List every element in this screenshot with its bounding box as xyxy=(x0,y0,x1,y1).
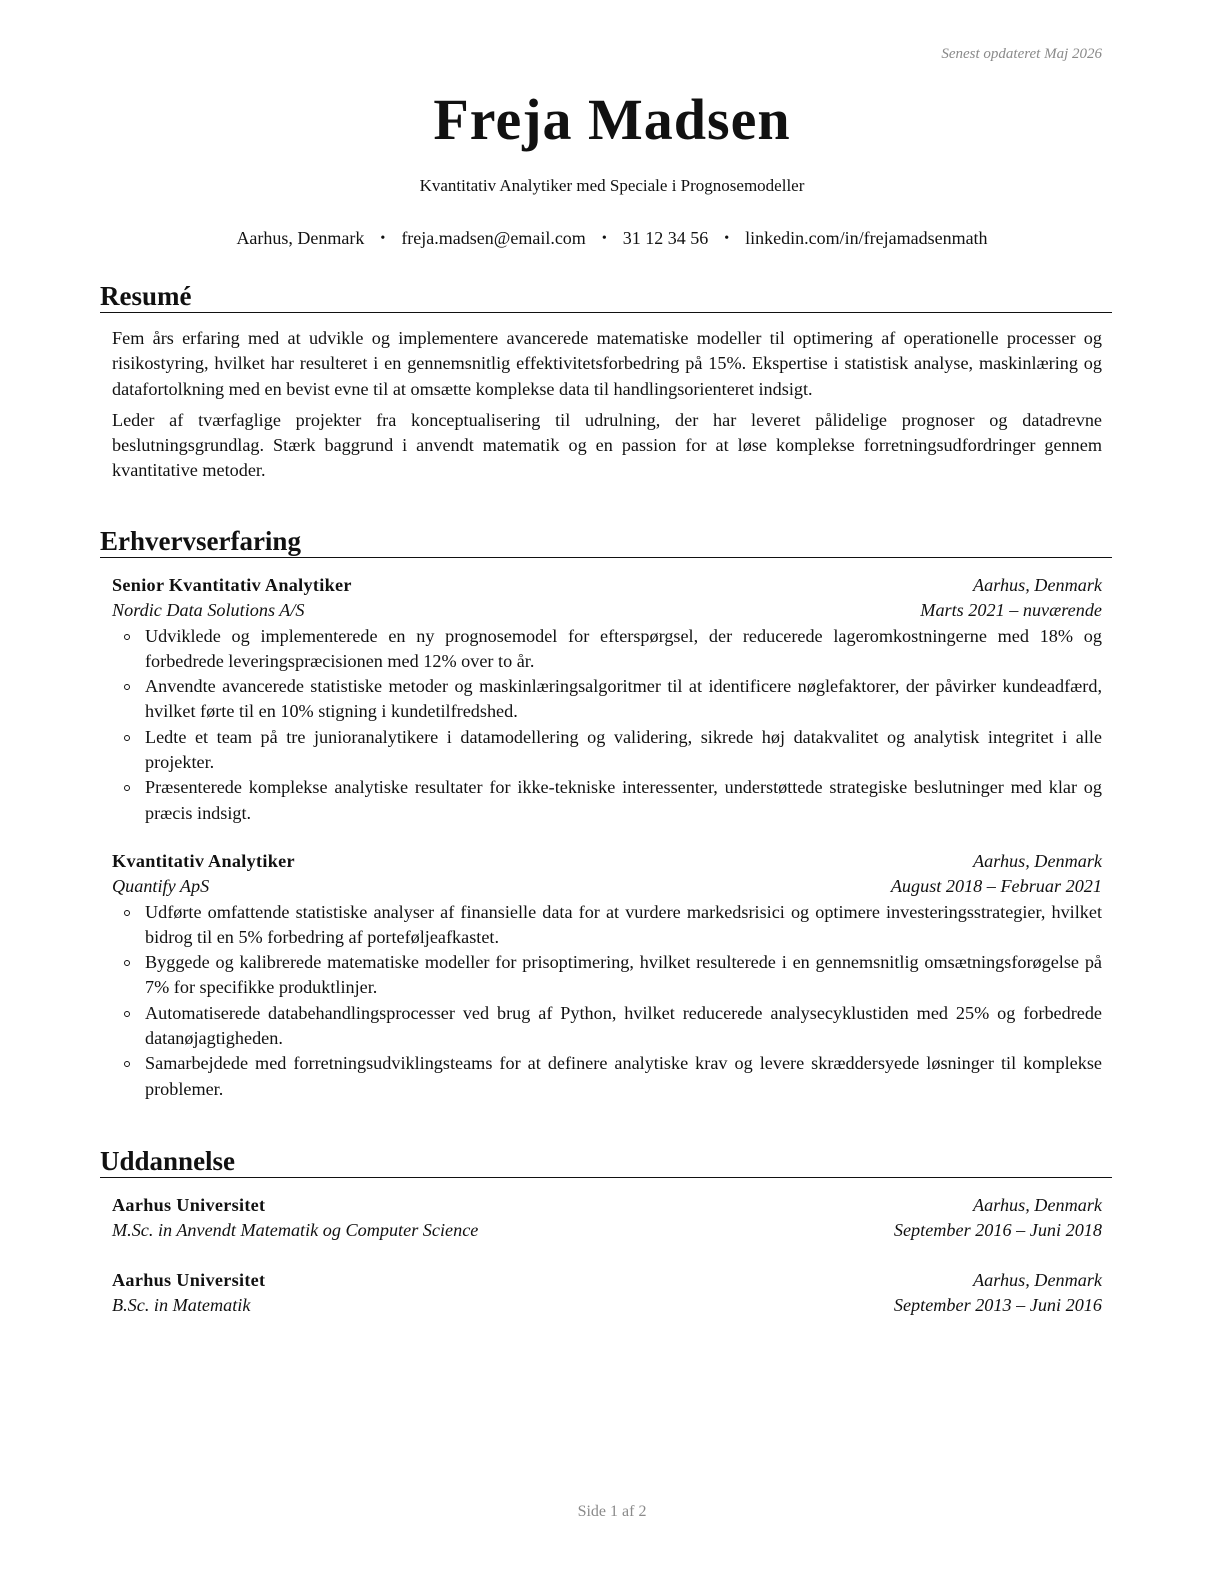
education-header-row xyxy=(112,1193,1102,1218)
summary-paragraph: Leder af tværfaglige projekter fra konceptualisering til udrulning, der har leveret pålidelige prognoser og datadrevne beslutningsgrundlag. Stærk baggrund i anvendt matematik og en passion for at løse komplekse forretningsudfordringer gennem kvantitative metoder. xyxy=(112,409,1102,481)
job-subheader-row xyxy=(112,598,1102,623)
list-item: Udførte omfattende statistiske analyser af finansielle data for at vurdere markedsrisici og optimere investeringsstrategier, hvilket bidrog til en 5% forbedring af porteføljeafkastet. xyxy=(112,900,1102,951)
job-location: Aarhus, Denmark xyxy=(973,575,1102,595)
job-company: Quantify ApS xyxy=(112,876,210,897)
education-entry xyxy=(112,1193,1102,1244)
contact-phone[interactable]: 31 12 34 56 xyxy=(622,228,709,248)
summary-body xyxy=(112,326,1102,484)
job-location: Aarhus, Denmark xyxy=(973,850,1102,871)
bullet-separator-icon: • xyxy=(601,230,607,246)
list-item: Automatiserede databehandlingsprocesser ved brug af Python, hvilket reducerede analysecyklustiden med 25% og forbedrede datanøjagtigheden. xyxy=(112,1001,1102,1052)
education-subheader-row xyxy=(112,1293,1102,1318)
section-title-summary: Resumé xyxy=(100,280,1112,313)
education-degree: B.Sc. in Matematik xyxy=(112,1294,251,1315)
summary-section xyxy=(100,280,1112,490)
job-header-row xyxy=(112,849,1102,874)
candidate-name: Freja Madsen xyxy=(433,87,791,152)
candidate-tagline: Kvantitativ Analytiker med Speciale i Prognosemodeller xyxy=(419,176,805,195)
job-subheader-row xyxy=(112,874,1102,899)
list-item: Ledte et team på tre junioranalytikere i datamodellering og validering, sikrede høj datakvalitet og analytisk integritet i alle projekter. xyxy=(112,725,1102,776)
page-number: Side 1 af 2 xyxy=(577,1503,647,1520)
list-item: Udviklede og implementerede en ny prognosemodel for efterspørgsel, der reducerede lageromkostningerne med 18% og forbedrede leveringspræcisionen med 12% over to år. xyxy=(112,624,1102,675)
job-entry xyxy=(112,849,1102,1102)
job-dates: Marts 2021 – nuværende xyxy=(920,600,1102,621)
section-title-experience: Erhvervserfaring xyxy=(100,525,1112,558)
job-bullets xyxy=(112,900,1102,1102)
education-header-row xyxy=(112,1268,1102,1293)
education-section xyxy=(100,1145,1112,1318)
summary-paragraph: Fem års erfaring med at udvikle og implementere avancerede matematiske modeller til optimering af operationelle processer og risikostyring, hvilket har resulteret i en gennemsnitlig effektivitetsforbedring på 15%. Ekspertise i statistisk analyse, maskinlæring og datafortolkning med en bevist evne til at omsætte komplekse data til handlingsorienteret indsigt. xyxy=(112,328,1102,399)
job-header-row xyxy=(112,573,1102,598)
education-entry xyxy=(112,1268,1102,1319)
education-degree: M.Sc. in Anvendt Matematik og Computer Science xyxy=(112,1220,479,1241)
section-title-education: Uddannelse xyxy=(100,1145,1112,1178)
bullet-separator-icon: • xyxy=(724,230,730,246)
job-role: Kvantitativ Analytiker xyxy=(112,850,295,871)
list-item: Byggede og kalibrerede matematiske modeller for prisoptimering, hvilket resulterede i en gennemsnitlig omsætningsforøgelse på 7% for specifikke produktlinjer. xyxy=(112,950,1102,1001)
job-entry xyxy=(112,573,1102,826)
education-subheader-row xyxy=(112,1218,1102,1243)
education-school: Aarhus Universitet xyxy=(112,1195,266,1215)
job-company: Nordic Data Solutions A/S xyxy=(112,600,305,621)
education-location: Aarhus, Denmark xyxy=(973,1269,1102,1290)
experience-section xyxy=(100,525,1112,1102)
list-item: Præsenterede komplekse analytiske resultater for ikke-tekniske interessenter, understøttede strategiske beslutninger med klar og præcis indsigt. xyxy=(112,775,1102,826)
education-dates: September 2016 – Juni 2018 xyxy=(893,1220,1102,1241)
contact-email[interactable]: freja.madsen@email.com xyxy=(401,228,586,248)
list-item: Samarbejdede med forretningsudviklingsteams for at definere analytiske krav og levere skræddersyede løsninger til komplekse problemer. xyxy=(112,1051,1102,1102)
contact-line xyxy=(0,228,1224,249)
list-item: Anvendte avancerede statistiske metoder og maskinlæringsalgoritmer til at identificere nøglefaktorer, der påvirker kundeadfærd, hvilket førte til en 10% stigning i kundetilfredshed. xyxy=(112,674,1102,725)
job-bullets xyxy=(112,624,1102,826)
bullet-separator-icon: • xyxy=(380,230,386,246)
contact-location: Aarhus, Denmark xyxy=(236,228,365,248)
education-dates: September 2013 – Juni 2016 xyxy=(893,1294,1102,1315)
job-dates: August 2018 – Februar 2021 xyxy=(890,876,1102,897)
job-role: Senior Kvantitativ Analytiker xyxy=(112,575,352,595)
last-updated: Senest opdateret Maj 2026 xyxy=(941,46,1102,62)
education-school: Aarhus Universitet xyxy=(112,1269,266,1290)
contact-linkedin[interactable]: linkedin.com/in/frejamadsenmath xyxy=(745,228,988,248)
education-location: Aarhus, Denmark xyxy=(973,1195,1102,1215)
